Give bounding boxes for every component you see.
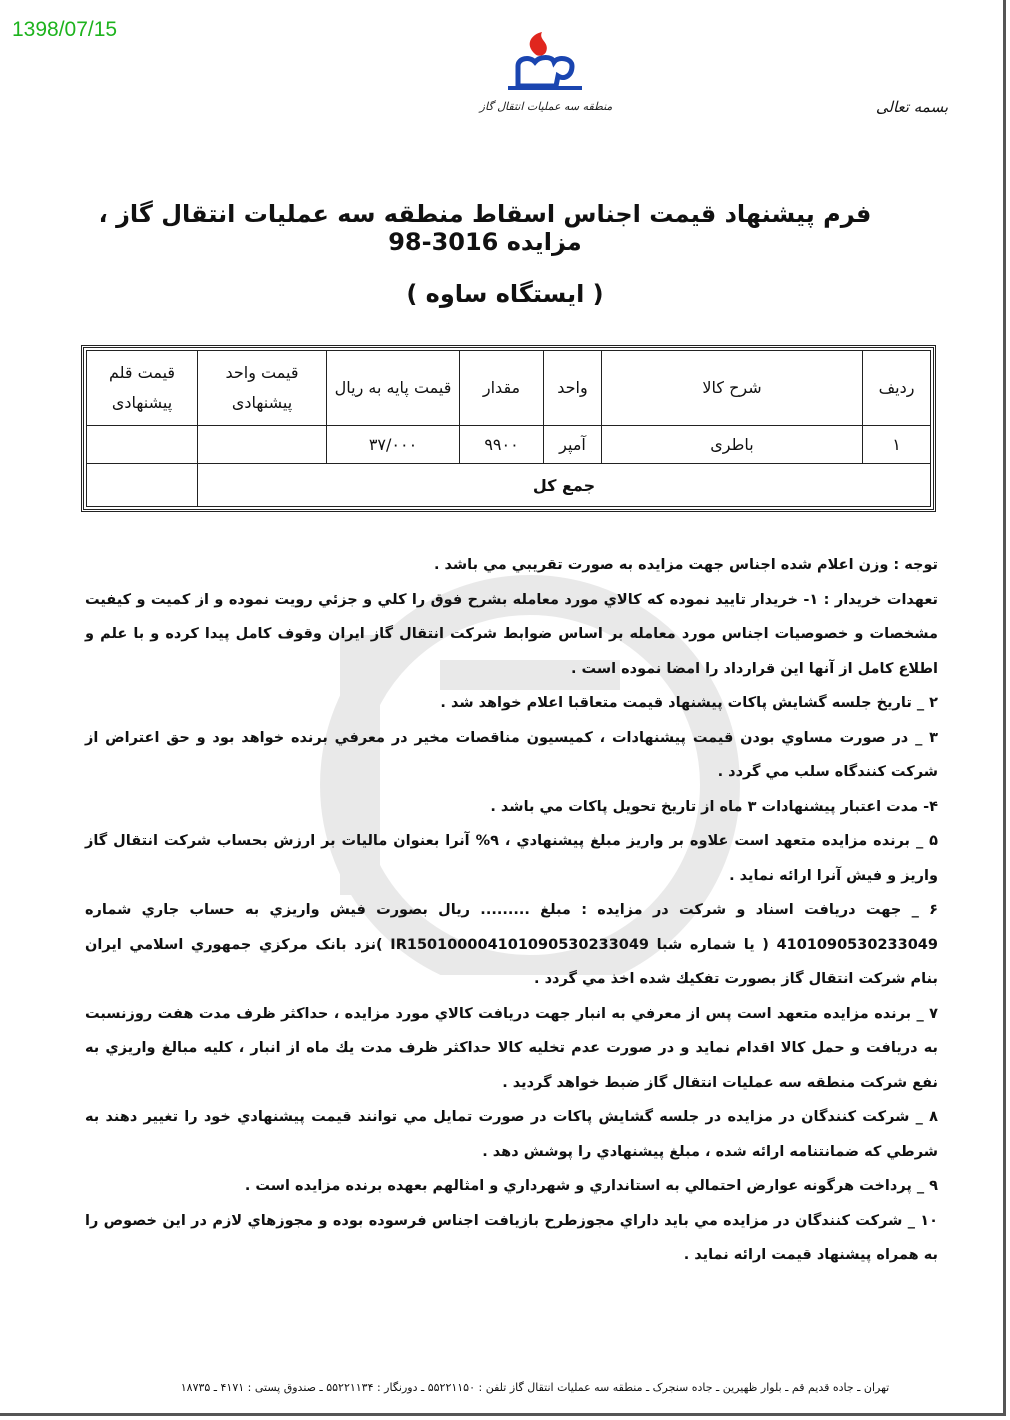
total-label: جمع کل	[198, 464, 931, 507]
col-header-unit: واحد	[544, 351, 602, 426]
cell-base-price: ۳۷/۰۰۰	[327, 426, 460, 464]
company-logo-icon	[478, 30, 618, 118]
col-header-item-offer: قیمت قلم پیشنهادی	[87, 351, 198, 426]
basmala: بسمه تعالی	[875, 98, 948, 116]
terms-section	[85, 548, 938, 1273]
col-header-quantity: مقدار	[460, 351, 544, 426]
page-title: فرم پیشنهاد قیمت اجناس اسقاط منطقه سه عملیات انتقال گاز ، مزایده 3016-98	[98, 200, 872, 256]
table-header-row	[87, 351, 931, 426]
total-row	[87, 464, 931, 507]
terms-paragraph-7: ۷ _ برنده مزایده متعهد است پس از معرفي به انبار جهت دریافت کالاي مورد مزایده ، حداکثر ظرف مدت هفت روزنسبت به دریافت و حمل كالا اقدام نماید و در صورت عدم تخلیه کالا حداکثر ظرف مدت يك ماه از انبار ، کلیه مبالغ واریزي به نفع شرکت منطقه سه عمليات انتقال گاز ضبط خواهد گردید .	[85, 1005, 938, 1091]
table-row	[87, 426, 931, 464]
note-paragraph: توجه : وزن اعلام شده اجناس جهت مزایده به صورت تقریبي مي باشد .	[433, 557, 938, 573]
logo-caption: منطقه سه عملیات انتقال گاز	[479, 100, 613, 113]
terms-paragraph-8: ۸ _ شرکت کنندگان در مزایده در جلسه گشایش پاکات در صورت تمایل مي توانند قیمت پیشنهادي خود را تغییر دهند به شرطي كه ضمانتنامه ارائه شده ، مبلغ پيشنهادي را پوشش دهد .	[85, 1109, 938, 1160]
cell-item-offer[interactable]	[87, 426, 198, 464]
terms-paragraph-10: ۱۰ _ شرکت کنندگان در مزایده مي بايد داراي مجوزطرح بازيافت اجناس فرسوده بوده و مجوزهاي لازم در اين خصوص را به همراه پيشنهاد قيمت ارائه نمايد .	[85, 1212, 938, 1263]
total-value[interactable]	[87, 464, 198, 507]
col-header-description: شرح کالا	[602, 351, 863, 426]
terms-paragraph-5: ۵ _ برنده مزایده متعهد است علاوه بر واریز مبلغ پیشنهادي ، ۹% آنرا بعنوان مالیات بر ارزش بحساب شرکت انتقال گاز واریز و فیش آنرا ارائه نماید .	[85, 833, 938, 884]
footer-address: تهران ـ جاده قدیم قم ـ بلوار ظهیرین ـ جاده سنجرک ـ منطقه سه عملیات انتقال گاز تلفن : ۵۵۲۲۱۱۵۰ ـ دورنگار : ۵۵۲۲۱۱۳۴ ـ صندوق پستی : ۴۱۷۱ ـ ۱۸۷۳۵	[180, 1381, 890, 1394]
col-header-row-no: ردیف	[863, 351, 931, 426]
terms-paragraph-6: ۶ _ جهت دریافت اسناد و شرکت در مزایده : مبلغ ......... ریال بصورت فیش واریزي به حساب جاري شماره 4101090530233049 ( یا شماره شبا IR150100004101090530233049 )نزد بانک مرکزي جمهوري اسلامي ایران بنام شركت انتقال گاز بصورت تفكيك شده اخذ مي گردد .	[85, 902, 938, 987]
col-header-base-price: قیمت پایه به ریال	[327, 351, 460, 426]
cell-row-no: ۱	[863, 426, 931, 464]
cell-description: باطری	[602, 426, 863, 464]
logo-shape	[518, 58, 572, 87]
col-header-unit-offer: قیمت واحد پیشنهادی	[198, 351, 327, 426]
date-stamp: 1398/07/15	[12, 18, 118, 41]
logo-flame	[530, 32, 547, 56]
page-subtitle: ( ایستگاه ساوه )	[406, 280, 604, 308]
terms-paragraph-1: تعهدات خریدار : ۱- خریدار تایید نموده که کالاي مورد معامله بشرح فوق را كلي و جزئي رويت نموده و از كميت و كيفيت مشخصات و خصوصيات اجناس مورد معامله بر اساس ضوابط شركت انتقال گاز ايران وقوف كامل پيدا كرده و با علم و اطلاع كامل از آنها اين قرارداد را امضا نموده است .	[85, 591, 938, 677]
cell-quantity: ۹۹۰۰	[460, 426, 544, 464]
terms-paragraph-2: ۲ _ تاریخ جلسه گشایش پاکات پیشنهاد قیمت متعاقبا اعلام خواهد شد .	[440, 695, 938, 711]
terms-paragraph-4: ۴- مدت اعتبار پیشنهادات ۳ ماه از تاریخ تحویل پاكات مي باشد .	[490, 798, 938, 815]
cell-unit: آمپر	[544, 426, 602, 464]
terms-paragraph-9: ۹ _ پرداخت هرگونه عوارض احتمالي به استانداري و شهرداري و امثالهم بعهده برنده مزایده است .	[244, 1178, 938, 1194]
terms-paragraph-3: ۳ _ در صورت مساوي بودن قیمت پیشنهادات ، کمیسیون مناقصات مخیر در معرفي برنده خواهد بود و حق اعتراض از شرکت کنندگاه سلب مي گردد .	[85, 729, 938, 780]
price-table	[81, 345, 936, 512]
cell-unit-offer[interactable]	[198, 426, 327, 464]
